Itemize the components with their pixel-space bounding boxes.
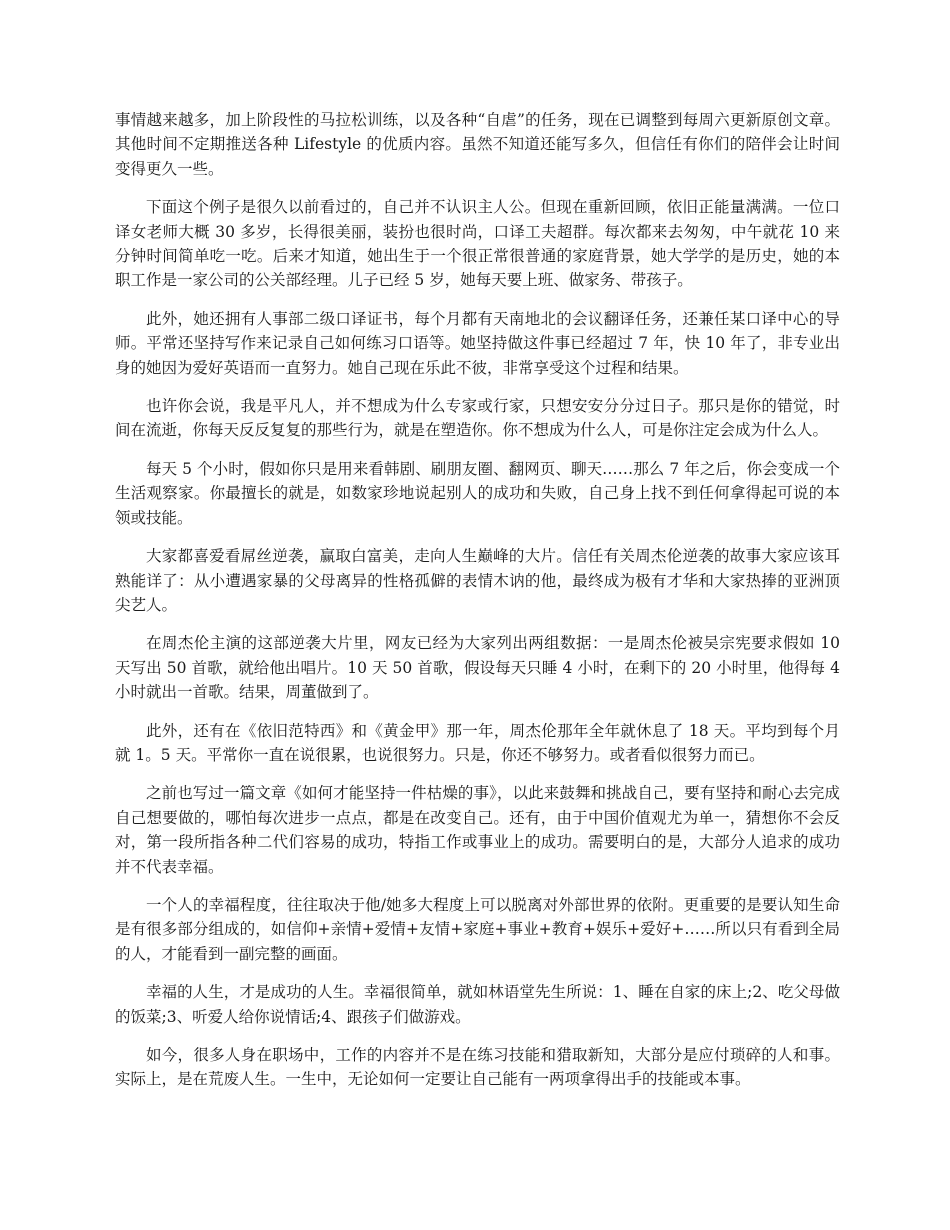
paragraph-7: 在周杰伦主演的这部逆袭大片里，网友已经为大家列出两组数据：一是周杰伦被吴宗宪要求假如 10 天写出 50 首歌，就给他出唱片。10 天 50 首歌，假设每天只睡 4 小时，在剩下的 20 小时里，他得每 4 小时就出一首歌。结果，周董做到了。 bbox=[115, 634, 840, 702]
paragraph-8: 此外，还有在《依旧范特西》和《黄金甲》那一年，周杰伦那年全年就休息了 18 天。平均到每个月就 1。5 天。平常你一直在说很累，也说很努力。只是，你还不够努力。或者看似很努力而已。 bbox=[115, 721, 840, 764]
paragraph-9: 之前也写过一篇文章《如何才能坚持一件枯燥的事》，以此来鼓舞和挑战自己，要有坚持和耐心去完成自己想要做的，哪怕每次进步一点点，都是在改变自己。还有，由于中国价值观尤为单一，猜想你不会反对，第一段所指各种二代们容易的成功，特指工作或事业上的成功。需要明白的是，大部分人追求的成功并不代表幸福。 bbox=[115, 784, 840, 876]
paragraph-5: 每天 5 个小时，假如你只是用来看韩剧、刷朋友圈、翻网页、聊天……那么 7 年之后，你会变成一个生活观察家。你最擅长的就是，如数家珍地说起别人的成功和失败，自己身上找不到任何拿得起可说的本领或技能。 bbox=[115, 459, 840, 527]
paragraph-2: 下面这个例子是很久以前看过的，自己并不认识主人公。但现在重新回顾，依旧正能量满满。一位口译女老师大概 30 多岁，长得很美丽，装扮也很时尚，口译工夫超群。每次都来去匆匆，中午就花 10 来分钟时间简单吃一吃。后来才知道，她出生于一个很正常很普通的家庭背景，她大学学的是历史，她的本职工作是一家公司的公关部经理。儿子已经 5 岁，她每天要上班、做家务、带孩子。 bbox=[115, 198, 840, 290]
paragraph-10: 一个人的幸福程度，往往取决于他/她多大程度上可以脱离对外部世界的依附。更重要的是要认知生命是有很多部分组成的，如信仰+亲情+爱情+友情+家庭+事业+教育+娱乐+爱好+……所以只有看到全局的人，才能看到一副完整的画面。 bbox=[115, 895, 840, 963]
paragraph-4: 也许你会说，我是平凡人，并不想成为什么专家或行家，只想安安分分过日子。那只是你的错觉，时间在流逝，你每天反反复复的那些行为，就是在塑造你。你不想成为什么人，可是你注定会成为什么人。 bbox=[115, 397, 840, 440]
paragraph-3: 此外，她还拥有人事部二级口译证书，每个月都有天南地北的会议翻译任务，还兼任某口译中心的导师。平常还坚持写作来记录自己如何练习口语等。她坚持做这件事已经超过 7 年，快 10 年了，非专业出身的她因为爱好英语而一直努力。她自己现在乐此不彼，非常享受这个过程和结果。 bbox=[115, 309, 840, 377]
paragraph-1: 事情越来越多，加上阶段性的马拉松训练，以及各种“自虐”的任务，现在已调整到每周六更新原创文章。其他时间不定期推送各种 Lifestyle 的优质内容。虽然不知道还能写多久，但信任有你们的陪伴会让时间变得更久一些。 bbox=[115, 111, 840, 178]
article-body bbox=[115, 108, 840, 1106]
paragraph-11: 幸福的人生，才是成功的人生。幸福很简单，就如林语堂先生所说：1、睡在自家的床上;2、吃父母做的饭菜;3、听爱人给你说情话;4、跟孩子们做游戏。 bbox=[115, 983, 840, 1026]
paragraph-12: 如今，很多人身在职场中，工作的内容并不是在练习技能和猎取新知，大部分是应付琐碎的人和事。实际上，是在荒废人生。一生中，无论如何一定要让自己能有一两项拿得出手的技能或本事。 bbox=[115, 1046, 840, 1089]
paragraph-6: 大家都喜爱看屌丝逆袭，赢取白富美，走向人生巅峰的大片。信任有关周杰伦逆袭的故事大家应该耳熟能详了：从小遭遇家暴的父母离异的性格孤僻的表情木讷的他，最终成为极有才华和大家热捧的亚洲顶尖艺人。 bbox=[115, 547, 840, 614]
